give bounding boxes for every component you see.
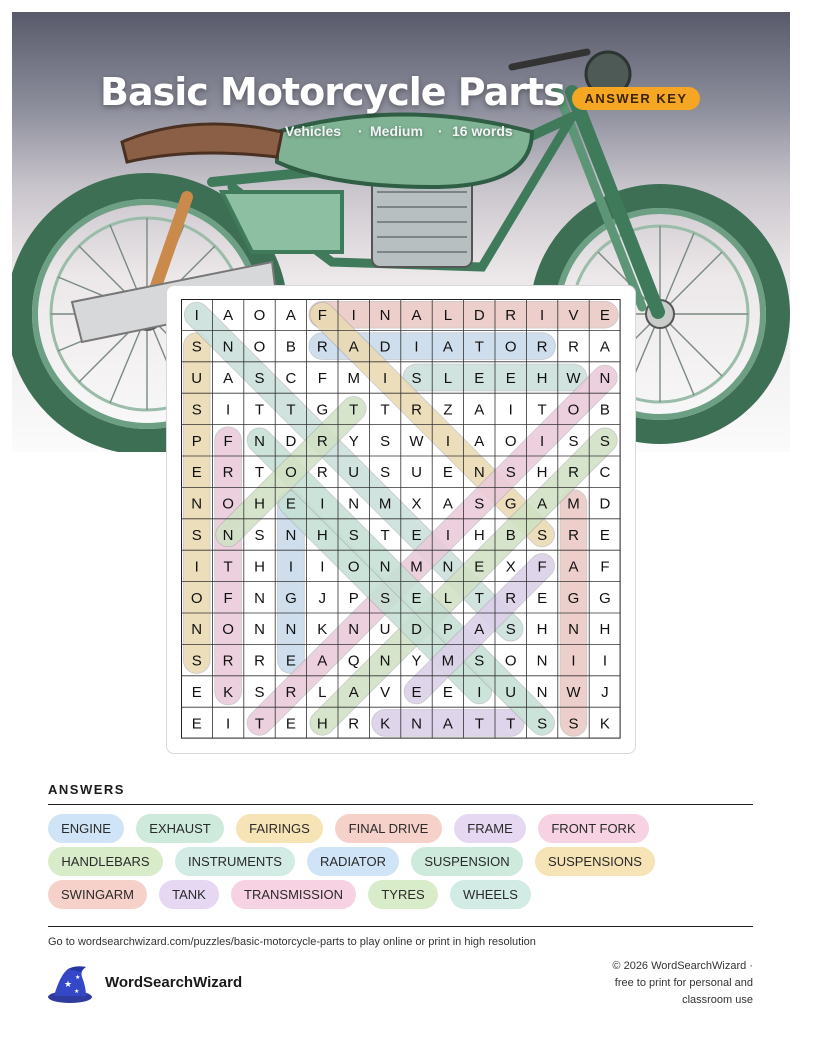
grid-cell: R bbox=[568, 527, 579, 544]
grid-cell: N bbox=[379, 307, 391, 325]
answer-chip: SWINGARM bbox=[48, 880, 147, 909]
grid-cell: N bbox=[379, 558, 391, 576]
grid-cell: O bbox=[253, 338, 266, 356]
grid-cell: F bbox=[223, 589, 233, 607]
grid-cell: I bbox=[508, 401, 513, 419]
grid-cell: B bbox=[285, 338, 296, 356]
svg-text:★: ★ bbox=[74, 989, 80, 995]
brand-name: WordSearchWizard bbox=[105, 974, 243, 991]
answer-chip: FINAL DRIVE bbox=[335, 814, 442, 843]
grid-cell: B bbox=[505, 527, 516, 544]
grid-cell: N bbox=[348, 495, 360, 513]
grid-cell: S bbox=[254, 527, 265, 544]
grid-cell: G bbox=[316, 401, 329, 419]
grid-cell: O bbox=[504, 432, 517, 450]
grid-cell: S bbox=[380, 589, 391, 607]
grid-cell: E bbox=[191, 464, 202, 482]
grid-cell: K bbox=[380, 715, 391, 733]
grid-cell: T bbox=[380, 401, 390, 419]
grid-cell: E bbox=[442, 464, 453, 482]
grid-cell: U bbox=[411, 464, 422, 482]
grid-cell: T bbox=[286, 401, 296, 419]
grid-cell: H bbox=[316, 527, 328, 544]
grid-cell: H bbox=[599, 621, 611, 639]
answer-chip: SUSPENSIONS bbox=[535, 847, 655, 876]
grid-cell: I bbox=[540, 307, 545, 325]
grid-cell: P bbox=[442, 621, 453, 639]
grid-cell: E bbox=[411, 589, 422, 607]
svg-text:★: ★ bbox=[75, 975, 81, 981]
grid-cell: G bbox=[599, 589, 611, 607]
grid-cell: I bbox=[477, 684, 482, 701]
copyright-line: © 2026 WordSearchWizard · bbox=[612, 960, 753, 972]
grid-cell: I bbox=[571, 652, 576, 670]
answer-chip: FAIRINGS bbox=[236, 814, 323, 843]
grid-cell: H bbox=[536, 464, 548, 482]
copyright-line: classroom use bbox=[682, 994, 753, 1006]
grid-cell: R bbox=[316, 338, 328, 356]
grid-cell: R bbox=[316, 464, 328, 482]
grid-cell: G bbox=[567, 589, 580, 607]
grid-cell: R bbox=[568, 464, 579, 482]
grid-cell: N bbox=[473, 464, 485, 482]
grid-cell: W bbox=[566, 684, 581, 701]
answer-chip: INSTRUMENTS bbox=[175, 847, 295, 876]
grid-cell: R bbox=[536, 338, 548, 356]
answer-chip: FRAME bbox=[454, 814, 526, 843]
grid-cell: N bbox=[442, 558, 454, 576]
grid-cell: D bbox=[379, 338, 391, 356]
grid-cell: I bbox=[540, 432, 545, 450]
grid-cell: S bbox=[599, 432, 610, 450]
grid-cell: F bbox=[600, 558, 610, 576]
grid-cell: O bbox=[504, 338, 517, 356]
grid-cell: I bbox=[320, 495, 325, 513]
grid-cell: I bbox=[383, 370, 388, 387]
grid-cell: R bbox=[222, 652, 234, 670]
grid-cell: I bbox=[320, 558, 325, 576]
grid-cell: P bbox=[348, 589, 359, 607]
meta-word-count: 16 words bbox=[452, 123, 513, 139]
grid-cell: M bbox=[378, 495, 392, 513]
grid-cell: I bbox=[194, 558, 199, 576]
grid-cell: U bbox=[191, 370, 203, 387]
grid-cell: F bbox=[317, 370, 327, 387]
grid-cell: D bbox=[285, 432, 297, 450]
grid-cell: I bbox=[194, 307, 199, 325]
answer-chip: ENGINE bbox=[48, 814, 124, 843]
grid-cell: A bbox=[411, 307, 422, 325]
answer-chip: FRONT FORK bbox=[538, 814, 649, 843]
grid-cell: T bbox=[254, 464, 265, 482]
grid-cell: T bbox=[537, 401, 547, 419]
grid-cell: N bbox=[222, 527, 234, 544]
grid-cell: E bbox=[285, 715, 296, 733]
grid-cell: I bbox=[226, 715, 231, 733]
grid-cell: A bbox=[442, 338, 453, 356]
grid-cell: A bbox=[442, 495, 453, 513]
grid-cell: A bbox=[474, 401, 485, 419]
grid-cell: N bbox=[222, 338, 234, 356]
grid-cell: U bbox=[505, 684, 517, 701]
grid-cell: I bbox=[226, 401, 231, 419]
grid-cell: O bbox=[190, 589, 203, 607]
grid-cell: D bbox=[599, 495, 611, 513]
grid-cell: G bbox=[504, 495, 517, 513]
answer-chip: HANDLEBARS bbox=[48, 847, 163, 876]
divider bbox=[48, 926, 753, 927]
grid-cell: J bbox=[601, 684, 609, 701]
grid-cell: T bbox=[349, 401, 359, 419]
grid-cell: K bbox=[223, 684, 234, 701]
grid-cell: S bbox=[191, 338, 202, 356]
grid-cell: Y bbox=[411, 652, 422, 670]
grid-cell: S bbox=[474, 495, 485, 513]
grid-cell: W bbox=[566, 370, 581, 387]
grid-cell: S bbox=[505, 621, 516, 639]
grid-cell: R bbox=[348, 715, 360, 733]
grid-cell: T bbox=[474, 338, 484, 356]
grid-cell: N bbox=[285, 621, 297, 639]
grid-cell: A bbox=[474, 621, 485, 639]
grid-cell: I bbox=[351, 307, 356, 325]
grid-cell: E bbox=[191, 715, 202, 733]
answer-chip: TANK bbox=[159, 880, 219, 909]
answer-chip: SUSPENSION bbox=[411, 847, 523, 876]
grid-cell: S bbox=[380, 464, 391, 482]
grid-cell: L bbox=[443, 307, 453, 325]
grid-cell: A bbox=[223, 370, 234, 387]
divider bbox=[48, 804, 753, 805]
grid-cell: I bbox=[445, 432, 450, 450]
copyright-text bbox=[553, 958, 753, 1009]
grid-cell: S bbox=[348, 527, 359, 544]
answer-chip: TRANSMISSION bbox=[231, 880, 356, 909]
answers-heading: ANSWERS bbox=[48, 782, 125, 797]
grid-cell: H bbox=[254, 495, 265, 513]
grid-cell: E bbox=[505, 370, 516, 387]
grid-cell: S bbox=[191, 652, 202, 670]
grid-cell: H bbox=[254, 558, 265, 576]
grid-cell: S bbox=[191, 401, 202, 419]
grid-cell: I bbox=[414, 338, 419, 356]
grid-cell: H bbox=[473, 527, 485, 544]
grid-cell: E bbox=[191, 684, 202, 701]
grid-cell: S bbox=[537, 715, 548, 733]
grid-cell: S bbox=[411, 370, 422, 387]
grid-cell: A bbox=[348, 338, 359, 356]
grid-cell: T bbox=[506, 715, 516, 733]
grid-cell: F bbox=[317, 307, 327, 325]
grid-cell: T bbox=[254, 715, 265, 733]
copyright-line: free to print for personal and bbox=[614, 977, 753, 989]
grid-cell: H bbox=[316, 715, 328, 733]
grid-cell: Y bbox=[348, 432, 359, 450]
grid-cell: E bbox=[599, 527, 610, 544]
grid-cell: N bbox=[536, 652, 548, 670]
grid-cell: S bbox=[254, 370, 265, 387]
grid-cell: I bbox=[602, 652, 607, 670]
grid-cell: N bbox=[254, 432, 265, 450]
grid-cell: N bbox=[536, 684, 548, 701]
answer-chip: WHEELS bbox=[450, 880, 531, 909]
grid-cell: O bbox=[222, 621, 234, 639]
grid-cell: R bbox=[222, 464, 234, 482]
grid-cell: O bbox=[567, 401, 580, 419]
grid-cell: B bbox=[599, 401, 610, 419]
grid-cell: R bbox=[316, 432, 328, 450]
answer-chip: TYRES bbox=[368, 880, 438, 909]
grid-cell: F bbox=[537, 558, 547, 576]
grid-cell: C bbox=[285, 370, 297, 387]
grid-cell: A bbox=[223, 307, 234, 325]
grid-cell: C bbox=[599, 464, 611, 482]
grid-cell: F bbox=[223, 432, 233, 450]
grid-cell: O bbox=[347, 558, 360, 576]
grid-cell: S bbox=[474, 652, 485, 670]
grid-cell: U bbox=[348, 464, 360, 482]
grid-cell: R bbox=[411, 401, 422, 419]
grid-cell: E bbox=[442, 684, 453, 701]
grid-cell: I bbox=[445, 527, 450, 544]
grid-cell: S bbox=[191, 527, 202, 544]
meta-separator: · bbox=[358, 123, 363, 139]
grid-cell: O bbox=[253, 307, 266, 325]
grid-cell: U bbox=[379, 621, 391, 639]
grid-cell: T bbox=[254, 401, 265, 419]
grid-cell: N bbox=[348, 621, 360, 639]
grid-cell: A bbox=[348, 684, 359, 701]
grid-cell: I bbox=[288, 558, 293, 576]
grid-cell: H bbox=[536, 370, 548, 387]
grid-cell: E bbox=[411, 684, 422, 701]
grid-cell: G bbox=[285, 589, 297, 607]
grid-cell: K bbox=[317, 621, 328, 639]
grid-cell: A bbox=[285, 307, 296, 325]
meta-difficulty: Medium bbox=[370, 123, 423, 139]
grid-cell: M bbox=[567, 495, 580, 513]
grid-cell: E bbox=[474, 370, 485, 387]
grid-cell: N bbox=[411, 715, 422, 733]
meta-separator: · bbox=[438, 123, 443, 139]
grid-cell: L bbox=[318, 684, 327, 701]
grid-cell: A bbox=[442, 715, 453, 733]
grid-cell: N bbox=[191, 621, 203, 639]
grid-cell: P bbox=[191, 432, 202, 450]
grid-cell: S bbox=[568, 715, 579, 733]
grid-cell: J bbox=[318, 589, 327, 607]
grid-cell: M bbox=[347, 370, 360, 387]
answer-key-badge: ANSWER KEY bbox=[572, 87, 700, 110]
grid-cell: N bbox=[599, 370, 611, 387]
grid-cell: O bbox=[285, 464, 297, 482]
grid-cell: D bbox=[473, 307, 485, 325]
grid-cell: R bbox=[285, 684, 297, 701]
grid-cell: R bbox=[505, 307, 517, 325]
grid-cell: S bbox=[537, 527, 548, 544]
answer-chip: RADIATOR bbox=[307, 847, 399, 876]
grid-cell: E bbox=[285, 495, 296, 513]
grid-cell: V bbox=[380, 684, 391, 701]
grid-cell: L bbox=[443, 370, 453, 387]
grid-cell: M bbox=[410, 558, 423, 576]
grid-cell: N bbox=[379, 652, 391, 670]
grid-cell: S bbox=[380, 432, 391, 450]
grid-cell: Q bbox=[347, 652, 360, 670]
grid-cell: X bbox=[505, 558, 516, 576]
grid-cell: E bbox=[474, 558, 485, 576]
grid-cell: O bbox=[222, 495, 234, 513]
grid-cell: O bbox=[504, 652, 517, 670]
grid-cell: X bbox=[411, 495, 422, 513]
grid-cell: W bbox=[409, 432, 424, 450]
grid-cell: T bbox=[474, 715, 484, 733]
grid-cell: A bbox=[537, 495, 548, 513]
grid-cell: A bbox=[474, 432, 485, 450]
grid-cell: H bbox=[536, 621, 548, 639]
grid-cell: Z bbox=[443, 401, 453, 419]
grid-cell: E bbox=[411, 527, 422, 544]
svg-text:★: ★ bbox=[64, 979, 73, 989]
grid-cell: N bbox=[568, 621, 579, 639]
grid-cell: S bbox=[568, 432, 579, 450]
grid-cell: A bbox=[599, 338, 610, 356]
grid-cell: L bbox=[443, 589, 453, 607]
grid-cell: N bbox=[254, 621, 265, 639]
footer-url-text: Go to wordsearchwizard.com/puzzles/basic-motorcycle-parts to play online or print in high resolution bbox=[48, 936, 536, 948]
grid-cell: T bbox=[223, 558, 233, 576]
grid-cell: R bbox=[254, 652, 265, 670]
grid-cell: S bbox=[505, 464, 516, 482]
grid-cell: T bbox=[474, 589, 484, 607]
grid-cell: V bbox=[568, 307, 579, 325]
grid-cell: A bbox=[317, 652, 328, 670]
grid-cell: D bbox=[411, 621, 422, 639]
grid-cell: M bbox=[441, 652, 455, 670]
grid-cell: R bbox=[568, 338, 579, 356]
wizard-hat-icon bbox=[46, 963, 94, 1005]
page-title: Basic Motorcycle Parts bbox=[100, 70, 565, 114]
grid-cell: T bbox=[380, 527, 390, 544]
grid-cell: E bbox=[285, 652, 296, 670]
answer-chip: EXHAUST bbox=[136, 814, 224, 843]
grid-cell: K bbox=[599, 715, 610, 733]
grid-cell: N bbox=[191, 495, 203, 513]
word-search-grid bbox=[181, 299, 621, 739]
grid-cell: R bbox=[505, 589, 517, 607]
grid-cell: E bbox=[537, 589, 548, 607]
grid-cell: E bbox=[599, 307, 610, 325]
grid-cell: A bbox=[568, 558, 579, 576]
grid-cell: N bbox=[254, 589, 265, 607]
grid-cell: N bbox=[285, 527, 297, 544]
grid-cell: S bbox=[254, 684, 265, 701]
meta-category: Vehicles bbox=[285, 123, 342, 139]
